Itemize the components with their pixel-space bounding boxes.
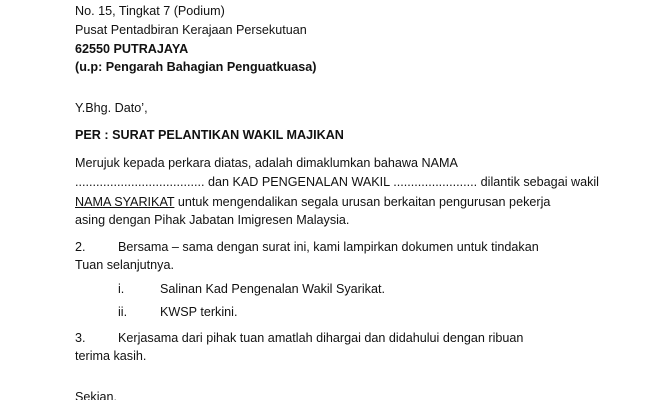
paragraph-3-line-1: Kerjasama dari pihak tuan amatlah dihargai dan didahului dengan ribuan	[118, 331, 524, 345]
paragraph-2-number: 2.	[75, 240, 86, 254]
paragraph-3-line-2: terima kasih.	[75, 349, 147, 363]
address-line-4: (u.p: Pengarah Bahagian Penguatkuasa)	[75, 60, 317, 74]
paragraph-1-line-2: ..................................... dan KAD PENGENALAN WAKIL ........................ dilantik sebagai wakil	[75, 175, 599, 189]
list-item: KWSP terkini.	[160, 305, 238, 319]
closing-text: Sekian.	[75, 390, 118, 400]
address-line-1: No. 15, Tingkat 7 (Podium)	[75, 4, 225, 18]
paragraph-2-line-1: Bersama – sama dengan surat ini, kami lampirkan dokumen untuk tindakan	[118, 240, 539, 254]
address-line-3: 62550 PUTRAJAYA	[75, 42, 189, 56]
closing-line-clipped	[75, 390, 117, 400]
company-name-placeholder: NAMA SYARIKAT	[75, 195, 175, 209]
salutation: Y.Bhg. Dato’,	[75, 101, 148, 115]
paragraph-1-line-3	[75, 195, 550, 209]
subject-line: PER : SURAT PELANTIKAN WAKIL MAJIKAN	[75, 128, 344, 142]
list-item-marker: ii.	[118, 305, 128, 319]
list-item-marker: i.	[118, 282, 125, 296]
paragraph-3-number: 3.	[75, 331, 86, 345]
address-line-2: Pusat Pentadbiran Kerajaan Persekutuan	[75, 23, 307, 37]
paragraph-2-line-2: Tuan selanjutnya.	[75, 258, 174, 272]
list-item: Salinan Kad Pengenalan Wakil Syarikat.	[160, 282, 385, 296]
paragraph-1-line-4: asing dengan Pihak Jabatan Imigresen Malaysia.	[75, 213, 350, 227]
paragraph-1-line-3-rest: untuk mengendalikan segala urusan berkaitan pengurusan pekerja	[174, 195, 551, 209]
paragraph-1-line-1: Merujuk kepada perkara diatas, adalah dimaklumkan bahawa NAMA	[75, 156, 458, 170]
